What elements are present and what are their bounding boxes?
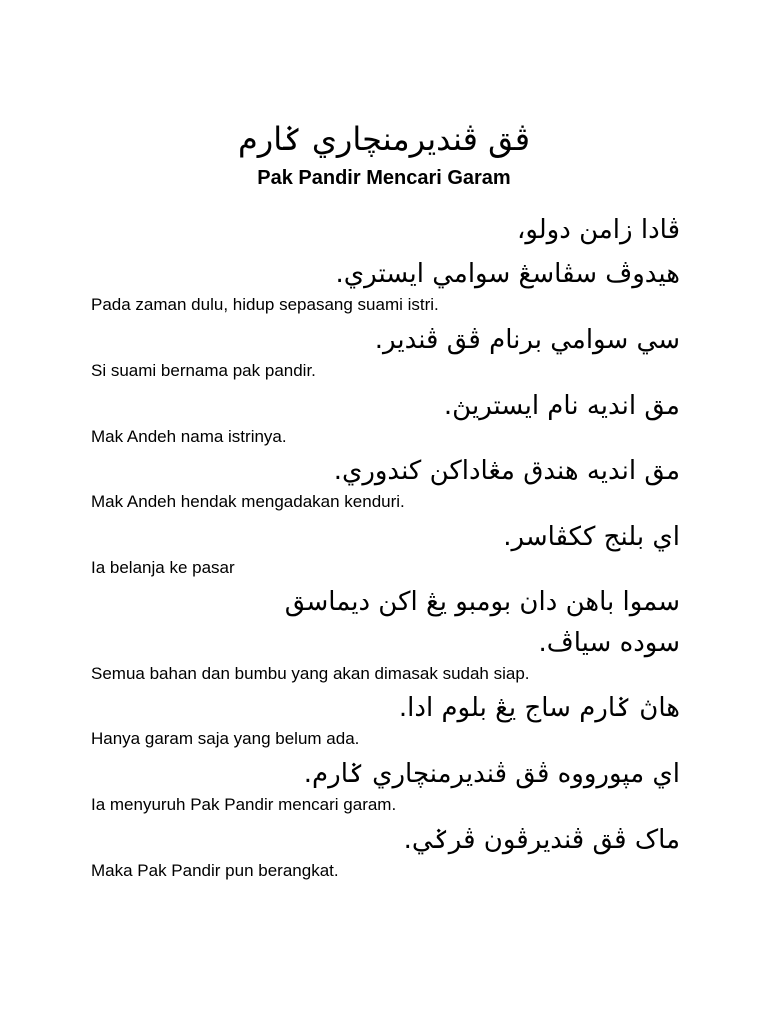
jawi-line-11: ماک ڤق ڤنديرڤون ڤرݢي. [403, 825, 680, 855]
jawi-line-10: اي مپورووه ڤق ڤنديرمنچاري ݢارم. [303, 759, 680, 789]
jawi-line-5: مق انديه هندق مڠاداكن كندوري. [333, 456, 680, 486]
latin-line-9: Hanya garam saja yang belum ada. [91, 729, 360, 748]
latin-line-11: Maka Pak Pandir pun berangkat. [91, 861, 339, 880]
jawi-line-9: هاڽ ݢارم ساج يڠ بلوم ادا. [398, 693, 680, 723]
jawi-line-1: ڤادا زامن دولو، [516, 215, 680, 245]
title-latin: Pak Pandir Mencari Garam [257, 167, 511, 189]
latin-line-8: Semua bahan dan bumbu yang akan dimasak sudah siap. [91, 664, 530, 683]
latin-line-4: Mak Andeh nama istrinya. [91, 427, 287, 446]
latin-line-2: Pada zaman dulu, hidup sepasang suami istri. [91, 295, 439, 314]
latin-line-10: Ia menyuruh Pak Pandir mencari garam. [91, 795, 397, 814]
jawi-line-6: اي بلنج ككڤاسر. [503, 522, 680, 552]
jawi-line-8: سوده سياڤ. [538, 628, 680, 658]
latin-line-3: Si suami bernama pak pandir. [91, 361, 316, 380]
title-jawi: ڤق ڤنديرمنچاري ݢارم [237, 120, 531, 158]
jawi-line-2: هيدوڤ سڤاسڠ سوامي ايستري. [335, 259, 680, 289]
jawi-line-3: سي سوامي برنام ڤق ڤندير. [374, 325, 680, 355]
jawi-line-4: مق انديه نام ايستريڽ. [443, 391, 680, 421]
latin-line-6: Ia belanja ke pasar [91, 558, 235, 577]
latin-line-5: Mak Andeh hendak mengadakan kenduri. [91, 492, 405, 511]
jawi-line-7: سموا باهن دان بومبو يڠ اكن ديماسق [284, 587, 680, 617]
